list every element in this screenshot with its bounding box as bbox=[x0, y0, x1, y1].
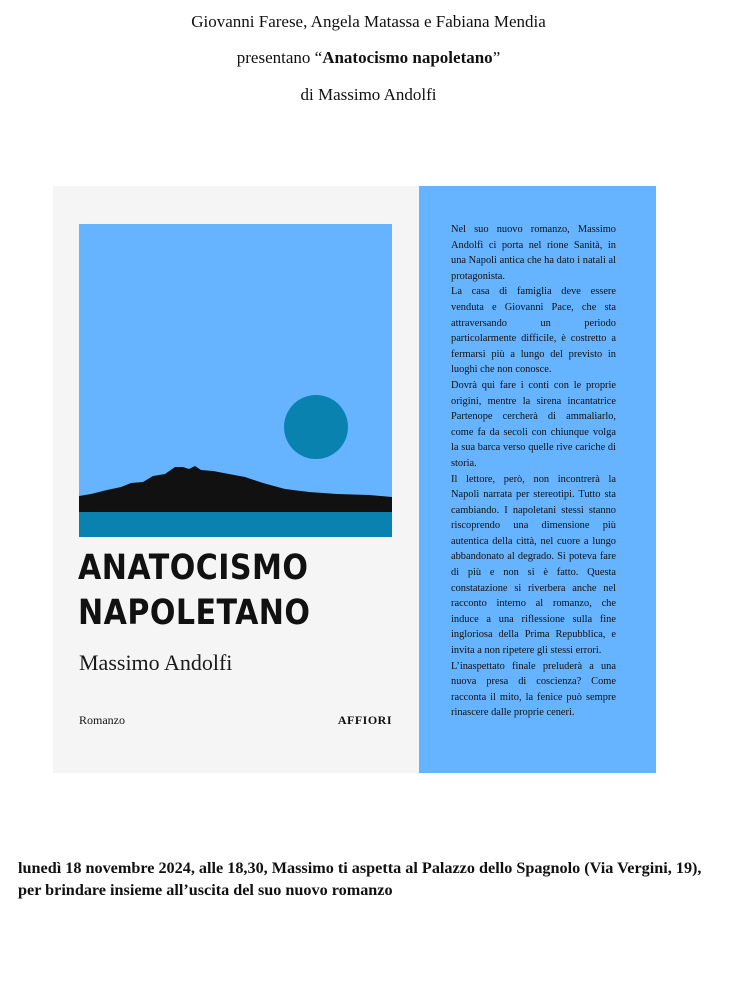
cover-title bbox=[78, 546, 362, 636]
presents-suffix: ” bbox=[492, 48, 501, 67]
blurb-text bbox=[451, 222, 616, 721]
cover-author: Massimo Andolfi bbox=[79, 650, 233, 675]
book-cover bbox=[53, 186, 419, 773]
book-flyer bbox=[53, 186, 656, 773]
blurb-paragraph: L’inaspettato finale preluderà a una nuova presa di coscienza? Come racconta il mito, la fenice può sempre rinascere dalle proprie ceneri. bbox=[451, 660, 616, 719]
cover-publisher: AFFIORI bbox=[337, 713, 392, 727]
back-cover-blurb bbox=[419, 186, 656, 773]
cover-title-line2: NAPOLETANO bbox=[78, 593, 311, 633]
presented-book-title: Anatocismo napoletano bbox=[322, 48, 493, 67]
presents-prefix: presentano “ bbox=[236, 48, 323, 67]
event-invitation: lunedì 18 novembre 2024, alle 18,30, Massimo ti aspetta al Palazzo dello Spagnolo (Via Vergini, 19), per brindare insieme all’uscita del suo nuovo romanzo bbox=[18, 859, 702, 899]
presenters-line: Giovanni Farese, Angela Matassa e Fabiana Mendia bbox=[191, 12, 546, 31]
blurb-paragraph: Nel suo nuovo romanzo, Massimo Andolfi ci porta nel rione Sanità, in una Napoli antica che ha dato i natali al protagonista. bbox=[451, 224, 616, 282]
cover-illustration bbox=[79, 224, 392, 537]
cover-sun bbox=[284, 395, 348, 459]
blurb-paragraph: Il lettore, però, non incontrerà la Napoli narrata per stereotipi. Tutto sta cambiando. I napoletani stessi stanno riscoprendo una dimensione più autentica della città, nel cuore a lungo abbandonato al degrado. Si poteva fare di più e non si è fatto. Questa constatazione si riverbera anche nel racconto interno al romanzo, che induce a una riflessione sulla fine ingloriosa della Prima Repubblica, e invita a non ripetere gli stessi errori. bbox=[451, 473, 616, 657]
author-line: di Massimo Andolfi bbox=[300, 85, 437, 104]
cover-title-line1: ANATOCISMO bbox=[78, 548, 309, 588]
cover-genre: Romanzo bbox=[79, 713, 125, 727]
cover-sea bbox=[79, 512, 392, 537]
blurb-paragraph: La casa di famiglia deve essere venduta e Giovanni Pace, che sta attraversando un periodo particolarmente difficile, è costretto a fermarsi più a lungo del previsto in luoghi che non conosce. bbox=[451, 286, 616, 376]
blurb-paragraph: Dovrà qui fare i conti con le proprie origini, mentre la sirena incantatrice Partenope cercherà di ammaliarlo, come fa da secoli con chiunque volga la sua barca verso quelle rive cariche di storia. bbox=[451, 379, 616, 469]
presents-line bbox=[0, 48, 737, 68]
